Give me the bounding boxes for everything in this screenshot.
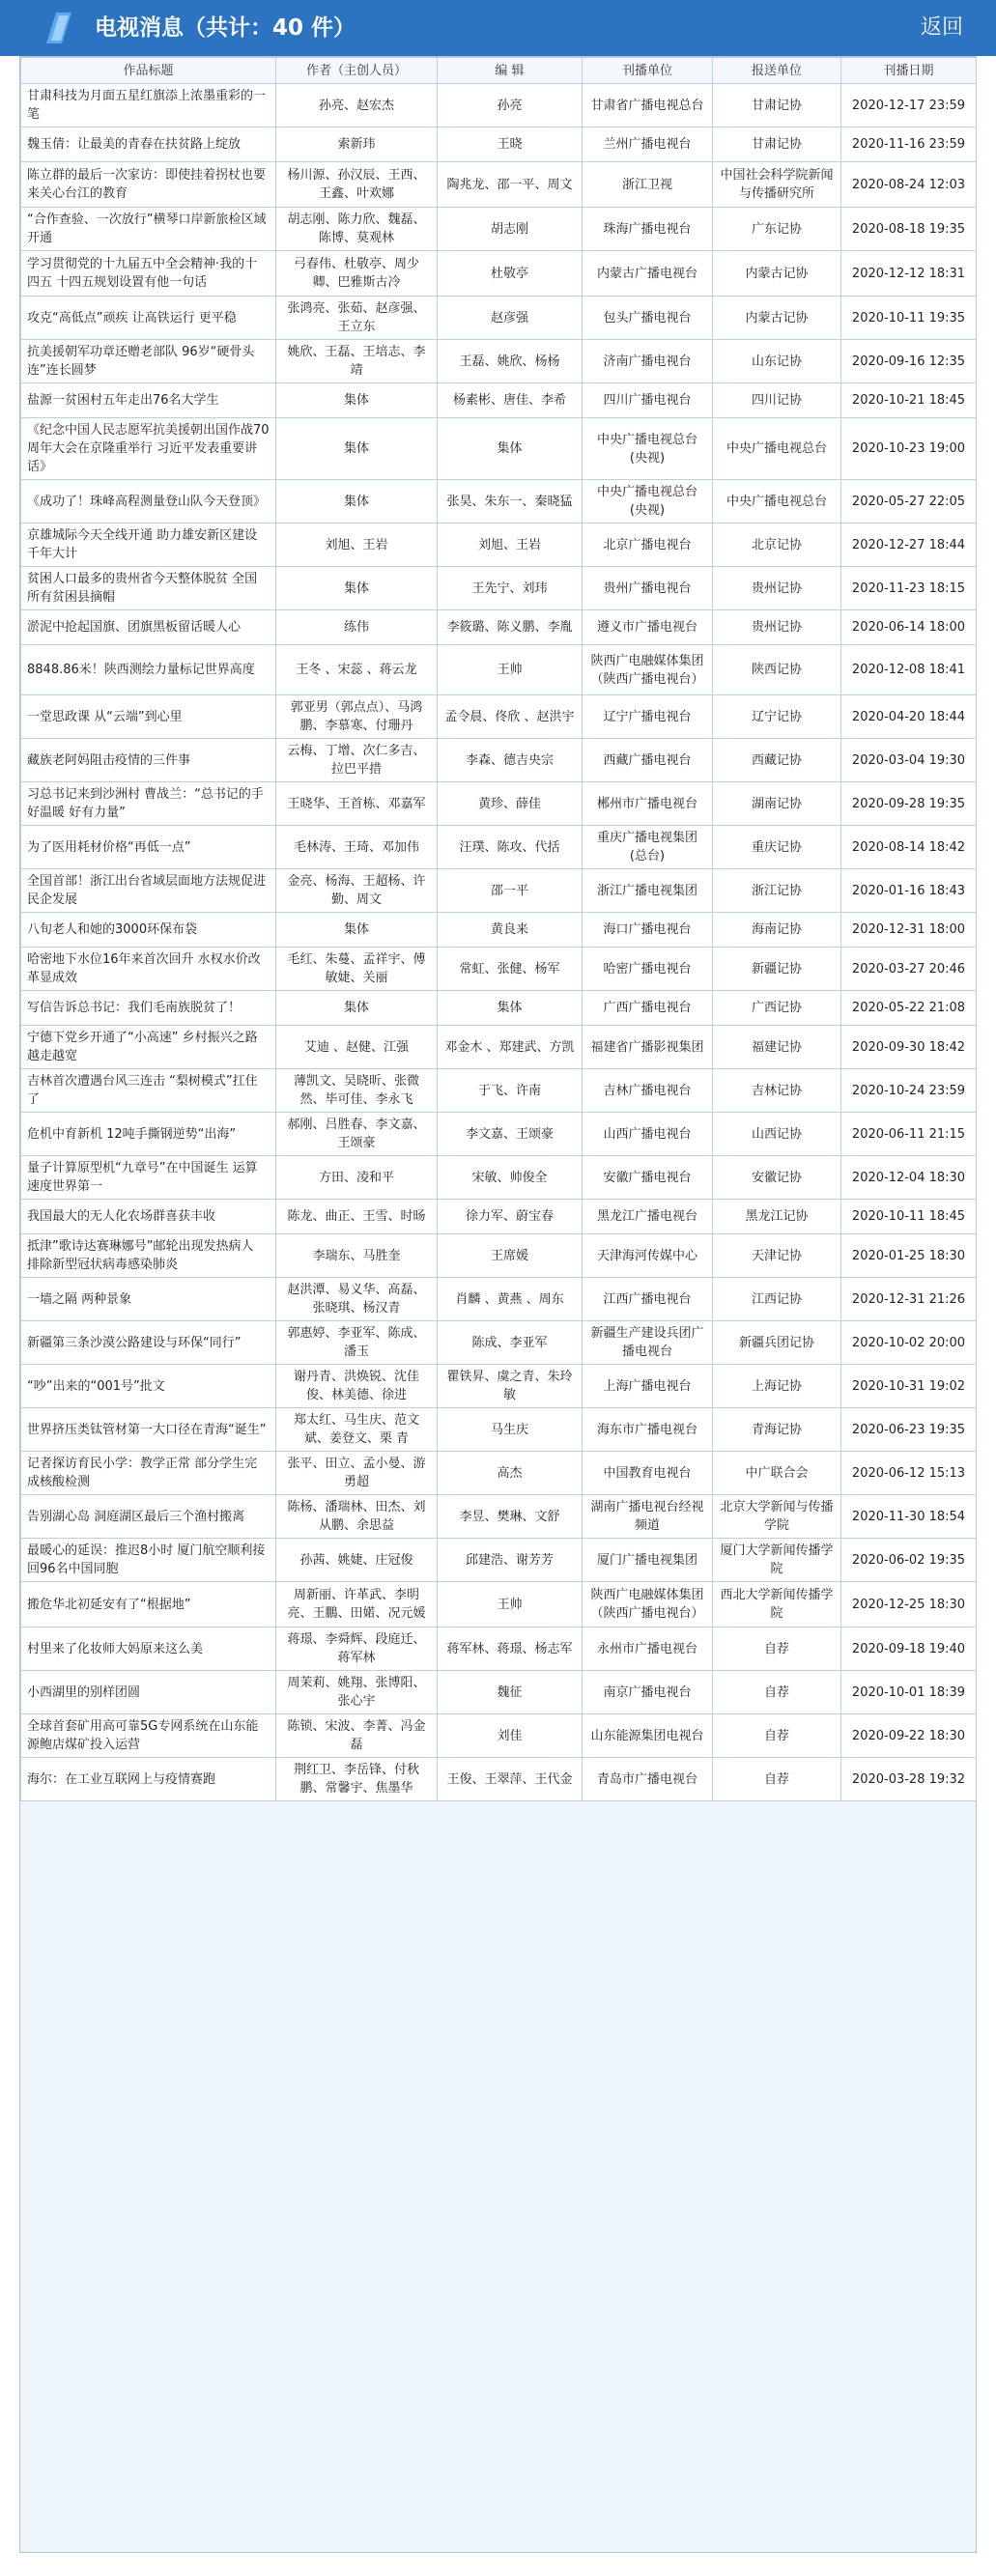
cell-submitter: 重庆记协	[713, 826, 841, 869]
cell-date: 2020-10-01 18:39	[841, 1671, 977, 1714]
cell-date: 2020-06-14 18:00	[841, 610, 977, 645]
cell-title: 我国最大的无人化农场群喜获丰收	[21, 1200, 276, 1234]
cell-submitter: 西藏记协	[713, 739, 841, 782]
cell-author: 索新玮	[276, 127, 438, 162]
table-row	[21, 1156, 977, 1200]
cell-date: 2020-06-23 19:35	[841, 1408, 977, 1452]
news-table	[20, 57, 977, 1801]
cell-editor: 王先宁、刘玮	[438, 567, 583, 610]
cell-date: 2020-11-30 18:54	[841, 1495, 977, 1539]
table-row	[21, 645, 977, 695]
cell-publisher: 青岛市广播电视台	[583, 1758, 713, 1801]
cell-date: 2020-03-04 19:30	[841, 739, 977, 782]
cell-publisher: 江西广播电视台	[583, 1278, 713, 1321]
cell-submitter: 中广联合会	[713, 1452, 841, 1495]
cell-submitter: 山东记协	[713, 340, 841, 383]
cell-publisher: 中央广播电视总台(央视)	[583, 418, 713, 480]
table-row	[21, 1452, 977, 1495]
cell-author: 郝刚、吕胜春、李文嘉、王颂豪	[276, 1113, 438, 1156]
cell-submitter: 内蒙古记协	[713, 297, 841, 340]
cell-title: 陈立群的最后一次家访：即使挂着拐杖也要来关心台江的教育	[21, 162, 276, 208]
cell-publisher: 黑龙江广播电视台	[583, 1200, 713, 1234]
cell-publisher: 内蒙古广播电视台	[583, 251, 713, 297]
cell-author: 张鸿亮、张茹、赵彦强、王立东	[276, 297, 438, 340]
cell-editor: 王俊、王翠萍、王代金	[438, 1758, 583, 1801]
cell-title: 新疆第三条沙漠公路建设与环保“同行”	[21, 1321, 276, 1365]
cell-date: 2020-10-11 18:45	[841, 1200, 977, 1234]
cell-publisher: 上海广播电视台	[583, 1365, 713, 1408]
cell-submitter: 甘肃记协	[713, 84, 841, 127]
cell-author: 集体	[276, 913, 438, 948]
column-header-editor: 编 辑	[438, 58, 583, 84]
cell-editor: 张昊、朱东一、秦晓猛	[438, 480, 583, 524]
cell-date: 2020-06-12 15:13	[841, 1452, 977, 1495]
cell-publisher: 兰州广播电视台	[583, 127, 713, 162]
table-row	[21, 1758, 977, 1801]
table-body	[21, 84, 977, 1801]
cell-submitter: 西北大学新闻传播学院	[713, 1582, 841, 1628]
table-row	[21, 480, 977, 524]
cell-editor: 孟令晨、佟欣 、赵洪宇	[438, 695, 583, 739]
table-row	[21, 1582, 977, 1628]
table-row	[21, 991, 977, 1026]
cell-submitter: 安徽记协	[713, 1156, 841, 1200]
cell-title: 8848.86米！陕西测绘力量标记世界高度	[21, 645, 276, 695]
cell-title: 记者探访育民小学：教学正常 部分学生完成核酸检测	[21, 1452, 276, 1495]
cell-title: 搬危华北初延安有了“根据地”	[21, 1582, 276, 1628]
cell-editor: 高杰	[438, 1452, 583, 1495]
cell-editor: 陈成、李亚军	[438, 1321, 583, 1365]
cell-title: 攻克“高低点”顽疾 让高铁运行 更平稳	[21, 297, 276, 340]
content-panel	[19, 56, 977, 2553]
cell-date: 2020-09-30 18:42	[841, 1026, 977, 1069]
cell-date: 2020-12-08 18:41	[841, 645, 977, 695]
cell-editor: 于飞、许南	[438, 1069, 583, 1113]
cell-submitter: 吉林记协	[713, 1069, 841, 1113]
table-row	[21, 948, 977, 991]
table-row	[21, 1321, 977, 1365]
cell-date: 2020-05-27 22:05	[841, 480, 977, 524]
cell-publisher: 福建省广播影视集团	[583, 1026, 713, 1069]
page-bottom-margin	[0, 2553, 996, 2576]
column-header-author: 作者（主创人员）	[276, 58, 438, 84]
table-row	[21, 1671, 977, 1714]
cell-author: 周新丽、许革武、李明亮、王鵬、田婼、况元媛	[276, 1582, 438, 1628]
cell-date: 2020-09-22 18:30	[841, 1714, 977, 1758]
cell-author: 张平、田立、孟小曼、游勇超	[276, 1452, 438, 1495]
cell-submitter: 北京记协	[713, 524, 841, 567]
cell-submitter: 天津记协	[713, 1234, 841, 1278]
cell-editor: 李文嘉、王颂豪	[438, 1113, 583, 1156]
cell-editor: 李森、德吉央宗	[438, 739, 583, 782]
cell-submitter: 江西记协	[713, 1278, 841, 1321]
cell-publisher: 中央广播电视总台(央视)	[583, 480, 713, 524]
cell-author: 集体	[276, 383, 438, 418]
table-row	[21, 1539, 977, 1582]
cell-editor: 常虹、张健、杨军	[438, 948, 583, 991]
cell-title: 世界挤压类钛管材第一大口径在青海“诞生”	[21, 1408, 276, 1452]
cell-title: 全球首套矿用高可靠5G专网系统在山东能源鲍店煤矿投入运营	[21, 1714, 276, 1758]
cell-submitter: 自荐	[713, 1758, 841, 1801]
cell-submitter: 自荐	[713, 1714, 841, 1758]
cell-editor: 赵彦强	[438, 297, 583, 340]
cell-author: 谢丹青、洪焕锐、沈佳俊、林美德、徐进	[276, 1365, 438, 1408]
cell-date: 2020-10-23 19:00	[841, 418, 977, 480]
table-row	[21, 162, 977, 208]
cell-editor: 肖麟 、黄燕 、周东	[438, 1278, 583, 1321]
cell-submitter: 新疆兵团记协	[713, 1321, 841, 1365]
cell-publisher: 重庆广播电视集团(总台)	[583, 826, 713, 869]
cell-submitter: 湖南记协	[713, 782, 841, 826]
cell-submitter: 中央广播电视总台	[713, 480, 841, 524]
cell-editor: 王帅	[438, 645, 583, 695]
cell-author: 练伟	[276, 610, 438, 645]
cell-editor: 魏征	[438, 1671, 583, 1714]
cell-publisher: 新疆生产建设兵团广播电视台	[583, 1321, 713, 1365]
cell-author: 集体	[276, 480, 438, 524]
table-row	[21, 1026, 977, 1069]
cell-submitter: 甘肃记协	[713, 127, 841, 162]
cell-publisher: 浙江广播电视集团	[583, 869, 713, 913]
cell-publisher: 吉林广播电视台	[583, 1069, 713, 1113]
cell-author: 李瑞东、马胜奎	[276, 1234, 438, 1278]
table-row	[21, 84, 977, 127]
cell-date: 2020-01-25 18:30	[841, 1234, 977, 1278]
cell-date: 2020-03-28 19:32	[841, 1758, 977, 1801]
cell-publisher: 北京广播电视台	[583, 524, 713, 567]
cell-submitter: 山西记协	[713, 1113, 841, 1156]
cell-editor: 孙亮	[438, 84, 583, 127]
cell-title: 《纪念中国人民志愿军抗美援朝出国作战70周年大会在京隆重举行 习近平发表重要讲话》	[21, 418, 276, 480]
cell-title: 抵津”歌诗达赛琳娜号”邮轮出现发热病人 排除新型冠状病毒感染肺炎	[21, 1234, 276, 1278]
cell-title: 哈密地下水位16年来首次回升 水权水价改革显成效	[21, 948, 276, 991]
table-row	[21, 1069, 977, 1113]
cell-submitter: 中央广播电视总台	[713, 418, 841, 480]
page-title: 电视消息（共计：40 件）	[95, 15, 356, 41]
cell-publisher: 天津海河传媒中心	[583, 1234, 713, 1278]
table-row	[21, 251, 977, 297]
cell-date: 2020-10-31 19:02	[841, 1365, 977, 1408]
table-row	[21, 418, 977, 480]
cell-date: 2020-09-28 19:35	[841, 782, 977, 826]
cell-submitter: 黑龙江记协	[713, 1200, 841, 1234]
cell-author: 杨川源、孙汉辰、王西、王鑫、叶欢娜	[276, 162, 438, 208]
cell-title: “合作查验、一次放行”横琴口岸新旅检区域开通	[21, 208, 276, 251]
cell-date: 2020-08-24 12:03	[841, 162, 977, 208]
cell-date: 2020-04-20 18:44	[841, 695, 977, 739]
cell-publisher: 湖南广播电视台经视频道	[583, 1495, 713, 1539]
cell-author: 刘旭、王岩	[276, 524, 438, 567]
cell-editor: 刘佳	[438, 1714, 583, 1758]
cell-publisher: 甘肃省广播电视总台	[583, 84, 713, 127]
cell-author: 荆红卫、李岳锋、付秋鹏、常馨宇、焦墨华	[276, 1758, 438, 1801]
cell-date: 2020-06-02 19:35	[841, 1539, 977, 1582]
cell-author: 蒋璟、李舜辉、段庭迁、蒋军林	[276, 1628, 438, 1671]
cell-editor: 宋敏、帅俊全	[438, 1156, 583, 1200]
cell-author: 赵洪潭、易义华、高磊、张晓琪、杨汉青	[276, 1278, 438, 1321]
cell-editor: 杜敬亭	[438, 251, 583, 297]
cell-title: 贫困人口最多的贵州省今天整体脱贫 全国所有贫困县摘帽	[21, 567, 276, 610]
cell-title: 八旬老人和她的3000环保布袋	[21, 913, 276, 948]
cell-publisher: 陕西广电融媒体集团（陕西广播电视台）	[583, 645, 713, 695]
cell-date: 2020-06-11 21:15	[841, 1113, 977, 1156]
cell-author: 姚欣、王磊、王培志、李靖	[276, 340, 438, 383]
cell-date: 2020-11-16 23:59	[841, 127, 977, 162]
cell-submitter: 贵州记协	[713, 610, 841, 645]
cell-title: “吵”出来的“001号”批文	[21, 1365, 276, 1408]
cell-editor: 集体	[438, 991, 583, 1026]
cell-publisher: 辽宁广播电视台	[583, 695, 713, 739]
cell-publisher: 珠海广播电视台	[583, 208, 713, 251]
cell-title: 习总书记来到沙洲村 曹战兰：“总书记的手好温暖 好有力量”	[21, 782, 276, 826]
back-button[interactable]: 返回	[920, 15, 963, 40]
cell-author: 薄凯文、吴晓昕、张微然、毕可佳、李永飞	[276, 1069, 438, 1113]
cell-author: 毛林涛、王琦、邓加伟	[276, 826, 438, 869]
cell-title: 魏玉倩：让最美的青春在扶贫路上绽放	[21, 127, 276, 162]
cell-title: 量子计算原型机“九章号”在中国诞生 运算速度世界第一	[21, 1156, 276, 1200]
cell-publisher: 陕西广电融媒体集团（陕西广播电视台）	[583, 1582, 713, 1628]
cell-author: 集体	[276, 418, 438, 480]
cell-title: 《成功了！珠峰高程测量登山队今天登顶》	[21, 480, 276, 524]
cell-title: 盐源一贫困村五年走出76名大学生	[21, 383, 276, 418]
cell-publisher: 济南广播电视台	[583, 340, 713, 383]
cell-editor: 王帅	[438, 1582, 583, 1628]
cell-submitter: 新疆记协	[713, 948, 841, 991]
table-row	[21, 340, 977, 383]
cell-title: 告别湖心岛 洞庭湖区最后三个渔村搬离	[21, 1495, 276, 1539]
cell-author: 方田、凌和平	[276, 1156, 438, 1200]
cell-title: 淤泥中抢起国旗、团旗黑板留话暖人心	[21, 610, 276, 645]
cell-title: 京雄城际今天全线开通 助力雄安新区建设千年大计	[21, 524, 276, 567]
cell-author: 金亮、杨海、王超杨、许勤、周文	[276, 869, 438, 913]
table-header-row	[21, 58, 977, 84]
cell-submitter: 贵州记协	[713, 567, 841, 610]
cell-publisher: 郴州市广播电视台	[583, 782, 713, 826]
table-row	[21, 297, 977, 340]
table-row	[21, 869, 977, 913]
cell-date: 2020-12-27 18:44	[841, 524, 977, 567]
cell-date: 2020-10-21 18:45	[841, 383, 977, 418]
cell-author: 艾迪 、赵健、江强	[276, 1026, 438, 1069]
cell-date: 2020-12-31 18:00	[841, 913, 977, 948]
table-row	[21, 567, 977, 610]
cell-date: 2020-03-27 20:46	[841, 948, 977, 991]
cell-submitter: 上海记协	[713, 1365, 841, 1408]
cell-title: 抗美援朝军功章还赠老部队 96岁“硬骨头连”连长圆梦	[21, 340, 276, 383]
cell-author: 陈龙、曲正、王雪、时旸	[276, 1200, 438, 1234]
cell-title: 小西湖里的别样团圆	[21, 1671, 276, 1714]
cell-submitter: 福建记协	[713, 1026, 841, 1069]
cell-editor: 王晓	[438, 127, 583, 162]
cell-date: 2020-11-23 18:15	[841, 567, 977, 610]
table-row	[21, 1628, 977, 1671]
cell-title: 村里来了化妆师大妈原来这么美	[21, 1628, 276, 1671]
cell-title: 学习贯彻党的十九届五中全会精神·我的十四五 十四五规划设置有他一句话	[21, 251, 276, 297]
column-header-title: 作品标题	[21, 58, 276, 84]
cell-title: 甘肃科技为月面五星红旗添上浓墨重彩的一笔	[21, 84, 276, 127]
cell-author: 集体	[276, 991, 438, 1026]
cell-publisher: 中国教育电视台	[583, 1452, 713, 1495]
cell-author: 胡志刚、陈力欣、魏磊、陈博、莫观林	[276, 208, 438, 251]
cell-title: 藏族老阿妈阻击疫情的三件事	[21, 739, 276, 782]
cell-publisher: 安徽广播电视台	[583, 1156, 713, 1200]
cell-date: 2020-12-25 18:30	[841, 1582, 977, 1628]
cell-publisher: 哈密广播电视台	[583, 948, 713, 991]
table-row	[21, 127, 977, 162]
table-row	[21, 913, 977, 948]
cell-submitter: 自荐	[713, 1671, 841, 1714]
cell-editor: 杨素彬、唐佳、李希	[438, 383, 583, 418]
cell-editor: 胡志刚	[438, 208, 583, 251]
cell-publisher: 西藏广播电视台	[583, 739, 713, 782]
cell-submitter: 陕西记协	[713, 645, 841, 695]
cell-editor: 李昱、樊琳、文舒	[438, 1495, 583, 1539]
table-row	[21, 610, 977, 645]
table-row	[21, 383, 977, 418]
cell-editor: 集体	[438, 418, 583, 480]
cell-author: 孙亮、赵宏杰	[276, 84, 438, 127]
cell-publisher: 南京广播电视台	[583, 1671, 713, 1714]
cell-publisher: 山西广播电视台	[583, 1113, 713, 1156]
cell-submitter: 中国社会科学院新闻与传播研究所	[713, 162, 841, 208]
cell-title: 一墙之隔 两种景象	[21, 1278, 276, 1321]
cell-editor: 黄良来	[438, 913, 583, 948]
table-row	[21, 524, 977, 567]
cell-editor: 汪璞、陈攻、代括	[438, 826, 583, 869]
cell-date: 2020-12-17 23:59	[841, 84, 977, 127]
cell-editor: 黄珍、薛佳	[438, 782, 583, 826]
cell-title: 一堂思政课 从“云端”到心里	[21, 695, 276, 739]
cell-date: 2020-09-16 12:35	[841, 340, 977, 383]
cell-publisher: 四川广播电视台	[583, 383, 713, 418]
column-header-publisher: 刊播单位	[583, 58, 713, 84]
table-row	[21, 1278, 977, 1321]
cell-title: 危机中育新机 12吨手撕钢逆势“出海”	[21, 1113, 276, 1156]
cell-date: 2020-05-22 21:08	[841, 991, 977, 1026]
cell-publisher: 浙江卫视	[583, 162, 713, 208]
cell-date: 2020-08-14 18:42	[841, 826, 977, 869]
cell-submitter: 厦门大学新闻传播学院	[713, 1539, 841, 1582]
table-row	[21, 695, 977, 739]
cell-date: 2020-10-24 23:59	[841, 1069, 977, 1113]
cell-date: 2020-10-02 20:00	[841, 1321, 977, 1365]
cell-author: 王晓华、王首栋、邓嘉军	[276, 782, 438, 826]
cell-date: 2020-01-16 18:43	[841, 869, 977, 913]
cell-submitter: 内蒙古记协	[713, 251, 841, 297]
cell-date: 2020-12-12 18:31	[841, 251, 977, 297]
cell-submitter: 北京大学新闻与传播学院	[713, 1495, 841, 1539]
cell-publisher: 海口广播电视台	[583, 913, 713, 948]
table-row	[21, 1408, 977, 1452]
table-row	[21, 1234, 977, 1278]
page-header	[0, 0, 996, 56]
cell-publisher: 厦门广播电视集团	[583, 1539, 713, 1582]
cell-date: 2020-08-18 19:35	[841, 208, 977, 251]
cell-editor: 邱建浩、谢芳芳	[438, 1539, 583, 1582]
cell-date: 2020-12-04 18:30	[841, 1156, 977, 1200]
cell-editor: 邵一平	[438, 869, 583, 913]
cell-publisher: 山东能源集团电视台	[583, 1714, 713, 1758]
cell-author: 陈锁、宋波、李菁、冯金磊	[276, 1714, 438, 1758]
cell-publisher: 遵义市广播电视台	[583, 610, 713, 645]
table-row	[21, 208, 977, 251]
cell-date: 2020-09-18 19:40	[841, 1628, 977, 1671]
column-header-date: 刊播日期	[841, 58, 977, 84]
cell-publisher: 海东市广播电视台	[583, 1408, 713, 1452]
cell-publisher: 包头广播电视台	[583, 297, 713, 340]
cell-editor: 刘旭、王岩	[438, 524, 583, 567]
table-row	[21, 1113, 977, 1156]
cell-editor: 王席媛	[438, 1234, 583, 1278]
cell-title: 全国首部！浙江出台省域层面地方法规促进民企发展	[21, 869, 276, 913]
cell-author: 郑太红、马生庆、范文斌、姜登文、栗 青	[276, 1408, 438, 1452]
cell-title: 吉林首次遭遇台风三连击 “梨树模式”扛住了	[21, 1069, 276, 1113]
cell-author: 弓春伟、杜敬亭、周少卿、巴雅斯古冷	[276, 251, 438, 297]
table-row	[21, 782, 977, 826]
table-row	[21, 1365, 977, 1408]
cell-author: 王冬 、宋蕊 、蒋云龙	[276, 645, 438, 695]
cell-author: 郭亚男（郭点点）、马鸿鹏、李慕寒、付珊丹	[276, 695, 438, 739]
cell-author: 周茉莉、姚翔、张博阳、张心宇	[276, 1671, 438, 1714]
cell-title: 海尔：在工业互联网上与疫情赛跑	[21, 1758, 276, 1801]
cell-title: 写信告诉总书记：我们毛南族脱贫了！	[21, 991, 276, 1026]
cell-editor: 陶兆龙、邵一平、周文	[438, 162, 583, 208]
cell-submitter: 青海记协	[713, 1408, 841, 1452]
table-row	[21, 1495, 977, 1539]
cell-editor: 王磊、姚欣、杨杨	[438, 340, 583, 383]
logo-icon	[46, 13, 71, 43]
cell-submitter: 广东记协	[713, 208, 841, 251]
cell-author: 孙茜、姚婕、庄冠俊	[276, 1539, 438, 1582]
cell-editor: 马生庆	[438, 1408, 583, 1452]
cell-submitter: 浙江记协	[713, 869, 841, 913]
cell-submitter: 辽宁记协	[713, 695, 841, 739]
cell-submitter: 广西记协	[713, 991, 841, 1026]
cell-editor: 李筱璐、陈义鹏、李胤	[438, 610, 583, 645]
cell-date: 2020-12-31 21:26	[841, 1278, 977, 1321]
cell-editor: 徐力军、蔚宝春	[438, 1200, 583, 1234]
cell-author: 集体	[276, 567, 438, 610]
cell-title: 最暖心的延误：推迟8小时 厦门航空顺利接回96名中国同胞	[21, 1539, 276, 1582]
cell-title: 宁德下党乡开通了“小高速” 乡村振兴之路越走越宽	[21, 1026, 276, 1069]
cell-publisher: 永州市广播电视台	[583, 1628, 713, 1671]
cell-author: 毛红、朱蔓、孟祥宇、傅敏婕、关丽	[276, 948, 438, 991]
cell-publisher: 贵州广播电视台	[583, 567, 713, 610]
cell-submitter: 四川记协	[713, 383, 841, 418]
table-row	[21, 826, 977, 869]
cell-author: 郭惠婷、李亚军、陈成、潘玉	[276, 1321, 438, 1365]
cell-editor: 瞿铁昇、虞之青、朱玲敏	[438, 1365, 583, 1408]
cell-publisher: 广西广播电视台	[583, 991, 713, 1026]
cell-submitter: 自荐	[713, 1628, 841, 1671]
cell-title: 为了医用耗材价格“再低一点”	[21, 826, 276, 869]
cell-author: 陈杨、潘瑞林、田杰、刘从鹏、余思益	[276, 1495, 438, 1539]
table-row	[21, 1714, 977, 1758]
column-header-submitter: 报送单位	[713, 58, 841, 84]
cell-submitter: 海南记协	[713, 913, 841, 948]
cell-editor: 蒋军林、蒋璟、杨志军	[438, 1628, 583, 1671]
cell-author: 云梅、丁增、次仁多吉、拉巴平措	[276, 739, 438, 782]
table-row	[21, 739, 977, 782]
table-row	[21, 1200, 977, 1234]
cell-date: 2020-10-11 19:35	[841, 297, 977, 340]
cell-editor: 邓金木 、郑建武、方凯	[438, 1026, 583, 1069]
